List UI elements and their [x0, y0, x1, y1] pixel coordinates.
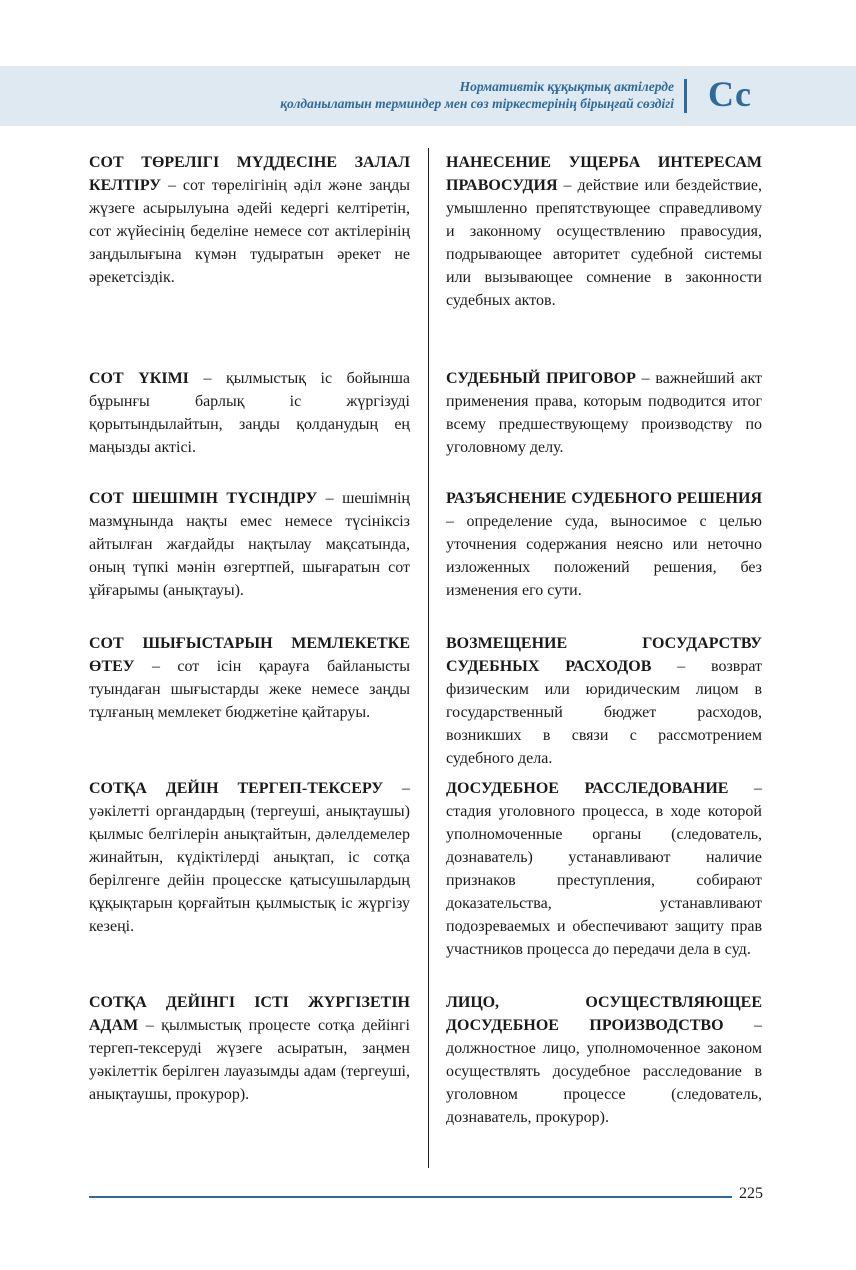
kz-term: СОТ ШЕШІМІН ТҮСІНДІРУ [89, 490, 318, 507]
section-letter: Cc [708, 74, 752, 114]
ru-term: СУДЕБНЫЙ ПРИГОВОР [446, 370, 636, 387]
kz-entry-2 [89, 367, 410, 459]
ru-entry-1 [446, 151, 762, 312]
ru-entry-2 [446, 367, 762, 459]
kz-entry-1 [89, 151, 410, 289]
kz-definition: – қылмыстық іс бойынша бұрынғы барлық іс жүргізуді қорытындылайтын, заңды қолданудың ең маңызды актісі. [89, 370, 411, 456]
kz-entry-3 [89, 487, 410, 602]
kz-entry-4 [89, 632, 410, 724]
kz-term: СОТ ҮКІМІ [89, 370, 189, 387]
ru-definition: – важнейший акт применения права, которым подводится итог всему предшествующему производству по уголовному делу. [446, 370, 762, 456]
dictionary-title [280, 78, 674, 112]
header-divider [684, 79, 687, 113]
dictionary-title-line1: Нормативтік құқықтық актілерде [459, 79, 674, 94]
ru-definition: – возврат физическим или юридическим лицом в государственный бюджет расходов, возникших в связи с рассмотрением судебного дела. [446, 658, 763, 767]
ru-entry-6 [446, 991, 762, 1129]
ru-entry-3 [446, 487, 762, 602]
kz-term: СОТ ШЫҒЫСТАРЫН МЕМЛЕКЕТКЕ ӨТЕУ [89, 635, 410, 675]
kz-definition: – шешімнің мазмұнында нақты емес немесе түсініксіз айтылған жағдайды нақтылау мақсатында, оның түпкі мәнін өзгертпей, шығаратын сот ұйғарымы (анықтауы). [89, 490, 410, 599]
kz-term: СОТҚА ДЕЙІНГІ ІСТІ ЖҮРГІЗЕТІН АДАМ [89, 994, 410, 1034]
page-number: 225 [739, 1185, 763, 1202]
kz-definition: – сот төрелігінің әділ және заңды жүзеге асырылуына әдейі кедергі келтіретін, сот жүйесінің беделіне немесе сот актілерінің заңдылығына күмән тудыратын әрекет не әрекетсіздік. [89, 177, 410, 286]
kz-term: СОТҚА ДЕЙІН ТЕРГЕП-ТЕКСЕРУ [89, 780, 384, 797]
ru-entry-4 [446, 632, 762, 770]
ru-definition: – должностное лицо, уполномоченное законом осуществлять досудебное расследование в уголовном процессе (следователь, дознаватель, прокурор). [446, 1017, 762, 1126]
column-divider [428, 148, 429, 1168]
kz-definition: – сот ісін қарауға байланысты туындаған шығыстарды жеке немесе заңды тұлғаның мемлекет бюджетіне қайтаруы. [89, 658, 410, 721]
ru-entry-5 [446, 777, 762, 961]
ru-term: ВОЗМЕЩЕНИЕ ГОСУДАРСТВУ СУДЕБНЫХ РАСХОДОВ [446, 635, 762, 675]
ru-term: РАЗЪЯСНЕНИЕ СУДЕБНОГО РЕШЕНИЯ [446, 490, 762, 507]
kz-term: СОТ ТӨРЕЛІГІ МҮДДЕСІНЕ ЗАЛАЛ КЕЛТІРУ [89, 154, 410, 194]
ru-definition: – стадия уголовного процесса, в ходе которой уполномоченные органы (следователь, дознаватель) устанавливают наличие признаков преступления, собирают доказательства, устанавливают подозреваемых и обеспечивают защиту прав участников процесса до передачи дела в суд. [446, 780, 762, 958]
footer-rule [89, 1196, 732, 1198]
kz-definition: – қылмыстық процесте сотқа дейінгі тергеп-тексеруді жүзеге асыратын, заңмен уәкілеттік берілген лауазымды адам (тергеуші, анықтаушы, прокурор). [89, 1017, 410, 1103]
ru-definition: – действие или бездействие, умышленно препятствующее справедливому и законному осуществлению правосудия, подрывающее авторитет судебной системы или вызывающее сомнение в законности судебных актов. [446, 177, 762, 309]
kz-entry-5 [89, 777, 410, 938]
kz-entry-6 [89, 991, 410, 1106]
ru-term: ЛИЦО, ОСУЩЕСТВЛЯЮЩЕЕ ДОСУДЕБНОЕ ПРОИЗВОДСТВО [446, 994, 762, 1034]
ru-term: ДОСУДЕБНОЕ РАССЛЕДОВАНИЕ [446, 780, 729, 797]
ru-term: НАНЕСЕНИЕ УЩЕРБА ИНТЕРЕСАМ ПРАВОСУДИЯ [446, 154, 762, 194]
kz-definition: – уәкілетті органдардың (тергеуші, анықтаушы) қылмыс белгілерін анықтайтын, дәлелдемелер жинайтын, күдіктілерді анықтап, іс сотқа берілгенге дейін процесске қатысушылардың құқықтарын қорғайтын қылмыстық іс жүргізу кезеңі. [89, 780, 411, 935]
ru-definition: – определение суда, выносимое с целью уточнения содержания неясно или неточно изложенных положений решения, без изменения его сути. [446, 513, 762, 599]
dictionary-title-line2: қолданылатын терминдер мен сөз тіркестерінің бірыңғай сөздігі [280, 96, 674, 111]
